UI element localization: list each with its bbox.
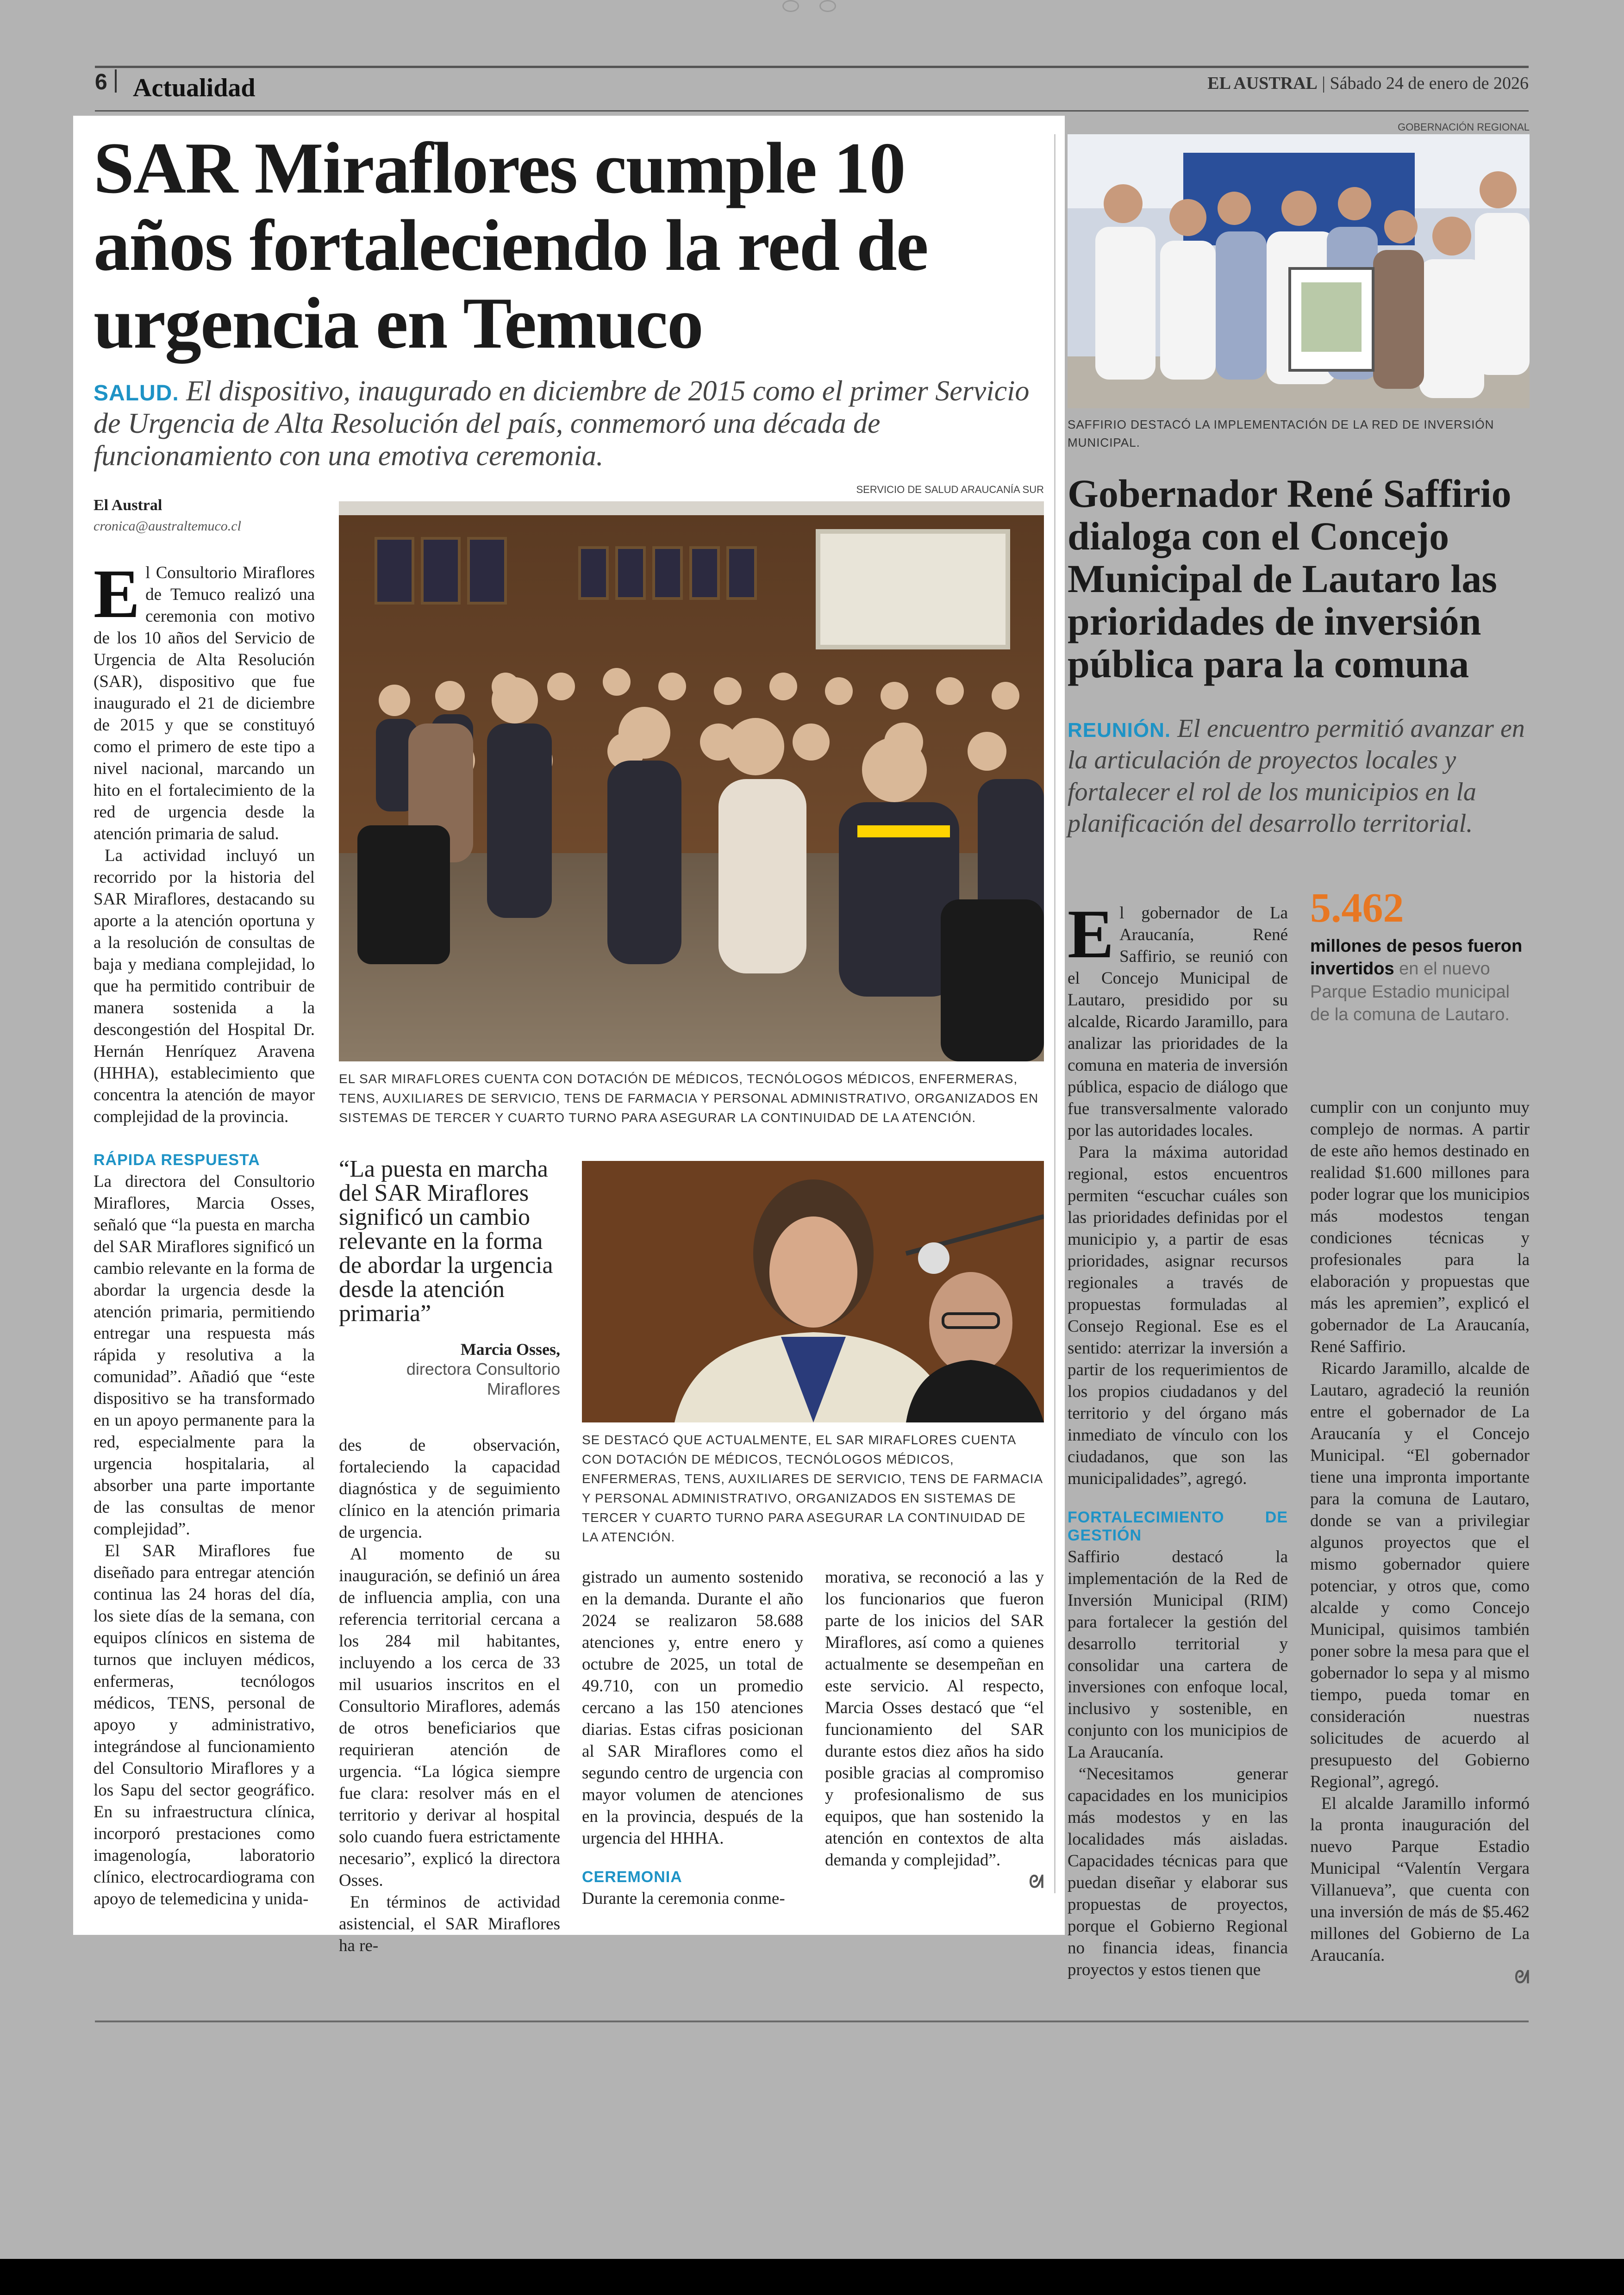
main-paragraph-text: l Consultorio Miraflores de Temuco realizó una ceremonia con motivo de los 10 años del Servicio de Urgencia de Alta Resolución (SAR), dispositivo que fue inaugurado el 21 de diciembre de 2015 y que se constituyó como el primero de este tipo a nivel nacional, marcando un hito en el fortalecimiento de la red de urgencia desde la atención primaria de salud. [94,563,315,843]
page-bottom-rule [95,2021,1529,2022]
column-divider [1054,134,1056,1893]
side-paragraph-text: l gobernador de La Araucanía, René Saffirio, se reunió con el Concejo Municipal de Lautaro, presidido por su alcalde, Ricardo Jaramillo, para analizar las prioridades de la comuna en materia de inversión pública, espacio de diálogo que fue transversalmente valorado por las autoridades locales. [1068,904,1288,1140]
side-paragraph: Ricardo Jaramillo, alcalde de Lautaro, agradeció la reunión entre el gobernador de La Araucanía y el Concejo Municipal. “El gobernador tiene una impronta importante para la comuna de Lautaro, donde se van a privilegiar algunos proyectos que el mismo gobernador quiere potenciar, y otros que, como alcalde y como Concejo Municipal, quisimos también poner sobre la mesa para que el gobernador lo sepa y al mismo tiempo, pueda tomar en consideración nuestras solicitudes de acuerdo al presupuesto del Gobierno Regional”, agregó. [1310,1359,1530,1791]
group-photo [1068,134,1530,408]
group-photo-image [1068,134,1530,408]
main-kicker: SALUD. [94,381,179,405]
main-paragraph: morativa, se reconoció a las y los funcionarios que fueron parte de los inicios del SAR Miraflores, así como a quienes actualmente se desempeñan en este servicio. Al respecto, Marcia Osses destacó que “el funcionamiento del SAR durante estos diez años ha sido posible gracias al compromiso y profesionalismo de sus equipos, que han sostenido la atención en contextos de alta demanda y complejidad”. [825,1568,1044,1870]
end-of-article-icon: ᘛ [1029,1871,1044,1892]
audience-photo [339,501,1044,1061]
side-column-2 [1310,1097,1530,1989]
main-paragraph: Durante la ceremonia conme- [582,1889,785,1908]
main-headline: SAR Miraflores cumple 10 años fortaleciendo la red de urgencia en Temuco [94,128,928,364]
issue-date: Sábado 24 de enero de 2026 [1330,74,1529,93]
main-deck-text: El dispositivo, inaugurado en diciembre de 2015 como el primer Servicio de Urgencia de Alta Resolución del país, conmemoró una década de funcionamiento con una emotiva ceremonia. [94,375,1030,472]
page-number: 6 [95,70,107,94]
photo1-credit: SERVICIO DE SALUD ARAUCANÍA SUR [856,484,1044,495]
main-column-3 [582,1567,803,1910]
main-paragraph [94,555,315,845]
page-number-separator [115,69,117,93]
main-deck [94,375,1033,472]
main-paragraph: gistrado un aumento sostenido en la demanda. Durante el año 2024 se realizaron 58.688 atenciones y, entre enero y octubre de 2025, un total de 49.710, con un promedio cercano a las 150 atenciones diarias. Estas cifras posicionan al SAR Miraflores como el segundo centro de urgencia con mayor volumen de atenciones en la provincia, después de la urgencia del HHHA. [582,1568,803,1848]
side-deck-text: El encuentro permitió avanzar en la articulación de proyectos locales y fortalecer el rol de los municipios en la planificación del desarrollo territorial. [1068,714,1525,838]
side-paragraph: El alcalde Jaramillo informó la pronta inauguración del nuevo Parque Estadio Municipal “Valentín Vergara Villanueva”, que cuenta con una inversión de más de $5.462 millones del Gobierno de La Araucanía. [1310,1794,1530,1965]
side-paragraph: cumplir con un conjunto muy complejo de normas. A partir de este año hemos destinado en realidad $1.600 millones para poder lograr que los municipios más modestos tengan condiciones técnicas y profesionales para la elaboración y propuestas que más les apremien”, explicó el gobernador de La Araucanía, René Saffirio. [1310,1098,1530,1356]
main-paragraph: Al momento de su inauguración, se definió un área de influencia amplia, con una referencia territorial cercana a los 284 mil habitantes, incluyendo a los cerca de 33 mil usuarios inscritos en el Consultorio Miraflores, además de otros beneficiarios que requirieran atención de urgencia. “La lógica siempre fue clara: resolver más en el territorio y derivar al hospital solo cuando fuera estrictamente necesario”, explicó la directora Osses. [339,1544,560,1890]
header-bottom-rule [95,110,1529,112]
byline-email: cronica@australtemuco.cl [94,518,241,534]
side-paragraph: “Necesitamos generar capacidades en los municipios más modestos y en las localidades más aisladas. Capacidades técnicas para que puedan diseñar y elaborar sus propuestas de proyectos, porque el Gobierno Regional no financia ideas, financia proyectos y estos tienen que [1068,1765,1288,1980]
side-dropcap: E [1068,896,1114,973]
side-paragraph [1068,896,1288,1142]
main-column-2 [339,1435,560,1957]
newspaper-name: EL AUSTRAL [1207,74,1318,93]
big-number: 5.462 [1310,885,1404,931]
main-paragraph: des de observación, fortaleciendo la capacidad diagnóstica y de seguimiento clínico en la atención primaria de urgencia. [339,1436,560,1542]
side-kicker: REUNIÓN. [1068,719,1171,742]
main-paragraph: El SAR Miraflores fue diseñado para entregar atención continua las 24 horas del día, los siete días de la semana, con equipos clínicos en sistema de turnos que incluyen médicos, enfermeras, tecnólogos médicos, TENS, personal de apoyo y administrativo, integrándose al funcionamiento del Consultorio Miraflores y a los Sapu del sector geográfico. En su infraestructura clínica, incorporó prestaciones como imagenología, laboratorio clínico, electrocardiograma con apoyo de telemedicina y unida- [94,1541,315,1909]
photo2-caption: SE DESTACÓ QUE ACTUALMENTE, EL SAR MIRAFLORES CUENTA CON DOTACIÓN DE MÉDICOS, TECNÓLOGOS MÉDICOS, ENFERMERAS, TENS, AUXILIARES DE SERVICIO, TENS DE FARMACIA Y PERSONAL ADMINISTRATIVO, ORGANIZADOS EN SISTEMAS DE TERCER Y CUARTO TURNO PARA ASEGURAR LA CONTINUIDAD DE LA ATENCIÓN. [582,1433,1043,1544]
photo1-caption: EL SAR MIRAFLORES CUENTA CON DOTACIÓN DE MÉDICOS, TECNÓLOGOS MÉDICOS, ENFERMERAS, TENS, AUXILIARES DE SERVICIO, TENS DE FARMACIA Y PERSONAL ADMINISTRATIVO, ORGANIZADOS EN SISTEMAS DE TERCER Y CUARTO TURNO PARA ASEGURAR LA CONTINUIDAD DE LA ATENCIÓN. [339,1072,1039,1125]
speaker-photo-image [582,1161,1044,1422]
main-column-4 [825,1567,1044,1894]
main-paragraph: La actividad incluyó un recorrido por la historia del SAR Miraflores, destacando su aporte a la atención oportuna y a la resolución de consultas de baja y mediana complejidad, lo que ha permitido contribuir de manera sostenida a la descongestión del Hospital Dr. Hernán Henríquez Aravena (HHHA), establecimiento que concentra la atención de mayor complejidad de la provincia. [94,846,315,1126]
pull-quote [339,1157,560,1399]
main-paragraph: La directora del Consultorio Miraflores, Marcia Osses, señaló que “la puesta en marcha del SAR Miraflores significó un cambio relevante en la forma de abordar la urgencia desde la atención primaria, permitiendo entregar una respuesta más rápida y resolutiva a la comunidad”. Añadió que “este dispositivo se ha transformado en un apoyo permanente para la red, especialmente para la urgencia hospitalaria, al absorber una parte importante de las consultas de menor complejidad”. [94,1172,315,1539]
side-column-1 [1068,896,1288,1981]
side-paragraph: Saffirio destacó la implementación de la Red de Inversión Municipal (RIM) para fortalecer la gestión del desarrollo territorial y consolidar una cartera de inversiones con enfoque local, inclusivo y sostenible, en conjunto con los municipios de La Araucanía. [1068,1547,1288,1762]
subhead-fortalecimiento: FORTALECIMIENTO DE GESTIÓN [1068,1508,1288,1544]
big-number-label-text: en el nuevo Parque Estadio municipal de la comuna de Lautaro. [1310,959,1510,1025]
subhead-rapida-respuesta: RÁPIDA RESPUESTA [94,1151,260,1169]
pull-quote-text: “La puesta en marcha del SAR Miraflores significó un cambio relevante en la forma de abordar la urgencia desde la atención primaria” [339,1156,553,1327]
audience-photo-image [339,501,1044,1061]
dropcap: E [94,555,140,632]
pull-quote-name: Marcia Osses, [460,1340,560,1359]
next-page-icon[interactable] [819,0,836,12]
pull-quote-role: directora Consultorio Miraflores [406,1360,560,1399]
side-photo-credit: GOBERNACIÓN REGIONAL [1398,121,1530,133]
side-headline: Gobernador René Saffirio dialoga con el Concejo Municipal de Lautaro las prioridades de inversión pública para la comuna [1068,471,1512,686]
side-photo-caption: SAFFIRIO DESTACÓ LA IMPLEMENTACIÓN DE LA RED DE INVERSIÓN MUNICIPAL. [1068,418,1494,449]
prev-page-icon[interactable] [782,0,799,12]
big-number-label [1310,935,1528,1027]
speaker-photo [582,1161,1044,1422]
main-column-1 [94,555,315,1910]
viewer-bottom-bar [0,2259,1624,2295]
byline: El Austral [94,497,162,514]
side-end-of-article-icon: ᘛ [1514,1967,1530,1988]
header-top-rule [95,66,1529,68]
big-number-label-bold: millones de pesos fueron invertidos [1310,936,1523,979]
main-paragraph: En términos de actividad asistencial, el SAR Miraflores ha re- [339,1892,560,1955]
page-nav-dots[interactable] [782,0,847,16]
section-title: Actualidad [133,74,256,102]
masthead: EL AUSTRAL | Sábado 24 de enero de 2026 [1207,74,1529,93]
side-paragraph: Para la máxima autoridad regional, estos encuentros permiten “escuchar cuáles son las prioridades definidas por el municipio y, a partir de esas prioridades, asignar recursos regionales a través de propuestas formuladas al Consejo Regional. Ese es el sentido: aterrizar la inversión a partir de los requerimientos de los propios ciudadanos y del territorio y del órgano más inmediato de vínculo con los ciudadanos, que son las municipalidades”, agregó. [1068,1142,1288,1488]
subhead-ceremonia: CEREMONIA [582,1868,682,1886]
side-deck [1068,713,1530,839]
